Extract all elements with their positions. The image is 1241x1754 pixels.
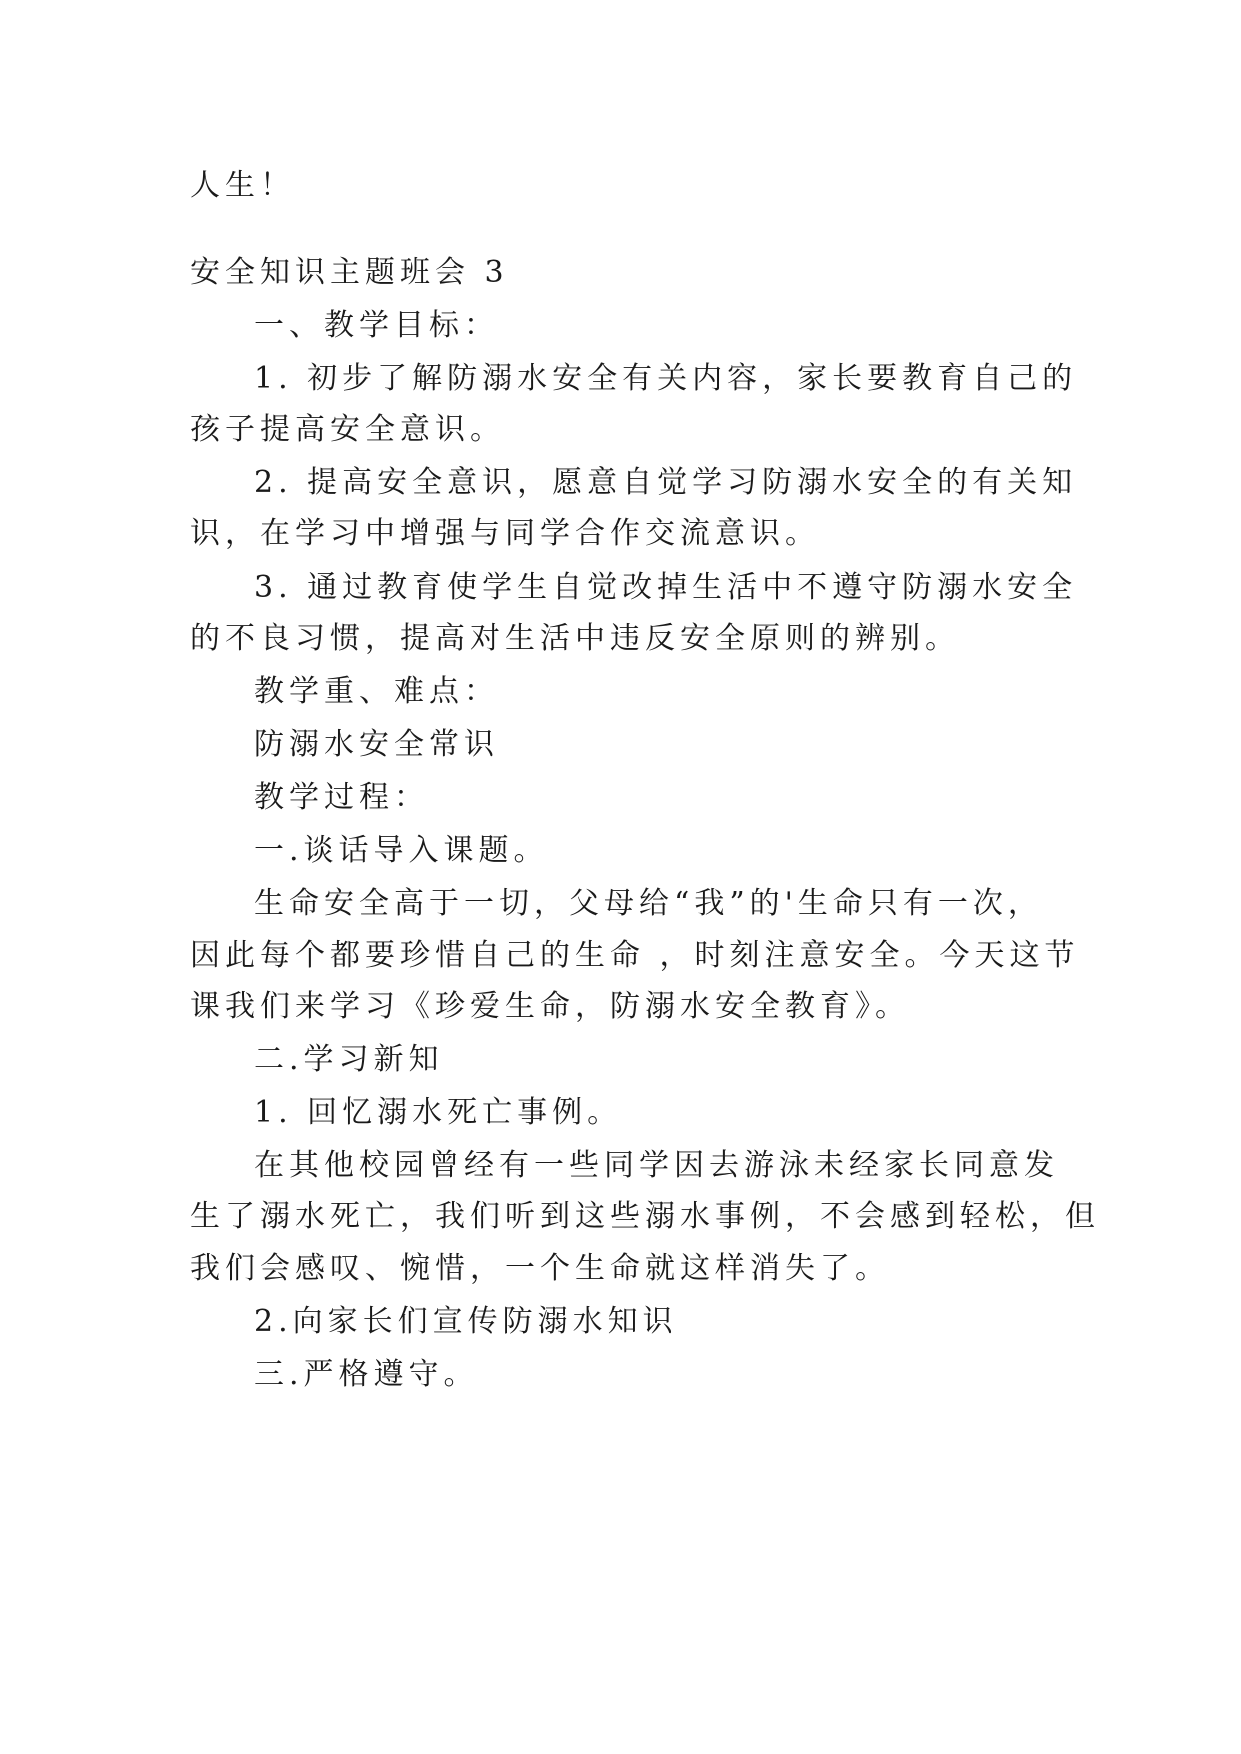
recall-paragraph-line-1: 在其他校园曾经有一些同学因去游泳未经家长同意发	[254, 1148, 1059, 1183]
recall-item-heading: 1. 回忆溺水死亡事例。	[254, 1095, 623, 1130]
recall-paragraph-line-2: 生了溺水死亡，我们听到这些溺水事例，不会感到轻松，但	[190, 1199, 1100, 1234]
goal-3-line-1: 3. 通过教育使学生自觉改掉生活中不遵守防溺水安全	[254, 570, 1078, 605]
subheading-key-points: 教学重、难点：	[254, 674, 499, 709]
goal-2-line-2: 识，在学习中增强与同学合作交流意识。	[190, 516, 820, 551]
process-step-3-heading: 三.严格遵守。	[254, 1357, 479, 1392]
intro-paragraph-line-1: 生命安全高于一切，父母给“我”的'生命只有一次，	[254, 886, 1043, 921]
subheading-process: 教学过程：	[254, 780, 429, 815]
process-step-1-heading: 一.谈话导入课题。	[254, 833, 549, 868]
goal-1-line-2: 孩子提高安全意识。	[190, 412, 505, 447]
goal-1-line-1: 1. 初步了解防溺水安全有关内容，家长要教育自己的	[254, 361, 1078, 396]
section-heading: 安全知识主题班会 3	[190, 255, 509, 290]
process-step-2-heading: 二.学习新知	[254, 1042, 444, 1077]
recall-paragraph-line-3: 我们会感叹、惋惜，一个生命就这样消失了。	[190, 1251, 890, 1286]
goal-3-line-2: 的不良习惯，提高对生活中违反安全原则的辨别。	[190, 621, 960, 656]
key-points-text: 防溺水安全常识	[254, 727, 499, 762]
subheading-teaching-goals: 一、教学目标：	[254, 308, 499, 343]
intro-paragraph-line-3: 课我们来学习《珍爱生命，防溺水安全教育》。	[190, 989, 910, 1024]
intro-paragraph-line-2: 因此每个都要珍惜自己的生命 ，时刻注意安全。今天这节	[190, 938, 1080, 973]
paragraph-line: 人生！	[190, 168, 295, 203]
publicity-item: 2.向家长们宣传防溺水知识	[254, 1304, 678, 1339]
goal-2-line-1: 2. 提高安全意识，愿意自觉学习防溺水安全的有关知	[254, 465, 1078, 500]
